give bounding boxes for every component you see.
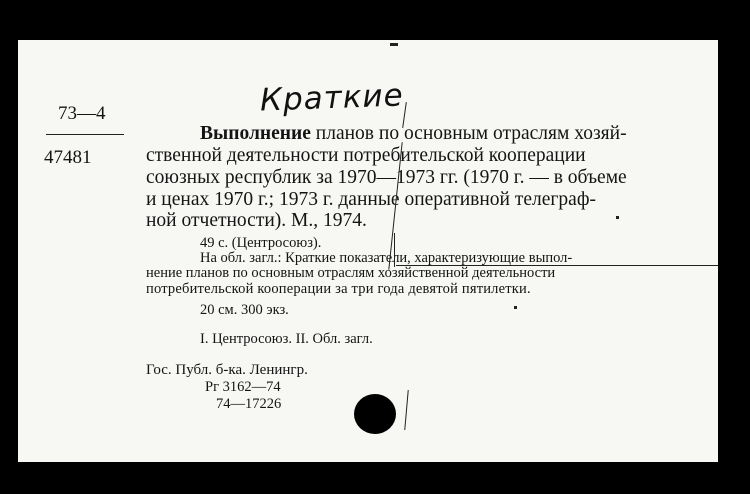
- pencil-mark: [404, 390, 408, 430]
- entry-line-2: ственной деятельности потребительской кооперации: [146, 145, 586, 166]
- size-and-copies: 20 см. 300 экз.: [200, 302, 289, 318]
- catalog-card: [18, 40, 718, 462]
- call-number-divider: [46, 134, 124, 135]
- ink-blot: [354, 394, 396, 434]
- pencil-mark: [394, 233, 395, 267]
- collation: 49 с. (Центросоюз).: [200, 235, 322, 251]
- note-line-2: нение планов по основным отраслям хозяйственной деятельности: [146, 265, 556, 281]
- entry-line-5: ной отчетности). М., 1974.: [146, 210, 367, 231]
- handwritten-annotation: Краткие: [259, 77, 405, 119]
- library-number: 74—17226: [216, 396, 282, 412]
- entry-title-lead: Выполнение: [200, 123, 311, 144]
- speck-mark: [390, 43, 398, 46]
- entry-line-4: и ценах 1970 г.; 1973 г. данные оперативной телеграф-: [146, 189, 596, 210]
- library-name: Гос. Публ. б-ка. Ленингр.: [146, 362, 308, 378]
- note-line-3: потребительской кооперации за три года девятой пятилетки.: [146, 281, 531, 297]
- entry-line-3: союзных республик за 1970—1973 гг. (1970 г. — в объеме: [146, 167, 627, 188]
- entry-line-1: [200, 123, 627, 145]
- entry-line-1-rest: планов по основным отраслям хозяй-: [310, 123, 627, 144]
- call-number-top: 73—4: [58, 103, 106, 124]
- speck-mark: [514, 306, 517, 309]
- speck-mark: [616, 216, 619, 219]
- tracings: I. Центросоюз. II. Обл. загл.: [200, 331, 373, 347]
- library-code: Рг 3162—74: [205, 379, 281, 395]
- call-number-bottom: 47481: [44, 147, 92, 168]
- note-line-1: На обл. загл.: Краткие показатели, характеризующие выпол-: [200, 250, 573, 266]
- pencil-underline: [396, 265, 718, 266]
